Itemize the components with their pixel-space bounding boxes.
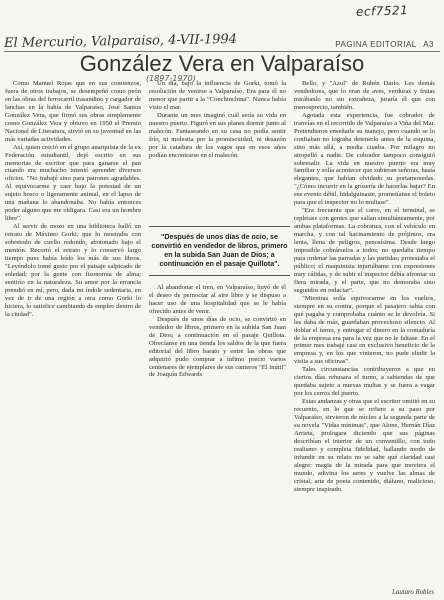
paragraph: Durante un mes imaginó cuál sería su vida en nuestro puerto. Figuró en sus planes dormir junto al malecón. Fantaseando en su casa no podía sentir frío, ni molestia por la promiscuidad, ni desazón por la catadura de los vagos que en esos años podían encontrarse en el malecón. [149,111,286,159]
page-number: A3 [423,40,434,49]
paragraph: Agotada esta experiencia, fue cobrador de tranvías en el recorrido de Valparaíso a Viña del Mar. Pretendieron enseñarle su manejo, pero cuando se lo confiaban no lograba detenerlo antes de la esquina, sino más allá, a media cuadra. Por milagro no atropelló a nadie. De cobrador tampoco consiguió sobresalir. La vida en nuestro puerto era muy familiar y solía acontecer que subieran señoras, hasta elegantes, que habían olvidado su portamonedas. "¿Cómo incurrir en la grosería de hacerlas bajar? En ese evento débil, hidalguinaste, prometíanse el boleto para que el inspector no lo multase". [294,111,435,207]
article-column-2 [149,80,286,160]
paragraph: Estas andanzas y otras que el escritor omitió en su recuento, en lo que se refiere a su paso por Valparaíso, sirvieron de núcleo a la segunda parte de su novela "Vidas mínimas", que Alone, Hernán Díaz Arrieta, prologara diciendo que sus páginas describían el interior de un conventillo, con todo realismo y completa fidelidad, hallando modo de infundir en su relato no se sabe qué claridad casi alegre: magia de la mirada para que moviera el mundo, adivina los seres y vuelve las almas de cristal, arte de poeta contenido, diáfano, malicioso, siempre inspirado. [294,398,435,493]
paragraph: Tales circunstancias contribuyeron a que en ciertos días rehusara el turno, a sabiendas de que quedaba sujeto a nuevas multas y se fuera a vagar por los cerros del puerto. [294,366,435,398]
paragraph: Bello, y "Azul" de Rubén Darío. Les demás vendedores, que lo eran de aves, verduras y frutas mirábanlo no sin extrañeza, juraría él que con menosprecio, también. [294,80,435,111]
paragraph: Después de unos días de ocio, se convirtió en vendedor de libros, primero en la subida San Juan de Dios; a continuación en el pasaje Quillota. Ofrecíanse en una tienda los saldos de la que fuera editorial del libro barato y entre las obras que adquirió pudo comprar a ínfimo precio varios centenares de ejemplares de sus canteros "El inútil" de Joaquín Edwards [149,315,286,379]
article-column-2-continued [149,284,286,379]
handwritten-catalog-number: ecf7521 [355,3,409,19]
paragraph: "Era frecuente que el carro, en el terminal, se repletase con gentes que salían simultáneamente, por ambas plataformas. La cobranza, con el vehículo en marcha, y con tal hacinamiento de prójimos, era lenta, llena de peligros, penosísima. Desde luego imposible cobrárselos a todos; no quedaba tiempo para ordenar las parradas y las partidas; protestaba el público; el maquinista injuriábame con expresiones muy cálidas, y de subir el inspector débía afrontar su fiera mirada, y el parte, que no demoraba sino segundos en redactar". [294,207,435,294]
page-header [335,40,434,49]
paragraph: Como Manuel Rojas que en sus comienzos, fuera de otros trabajos, se desempeñó como peón en las obras del ferrocarril trasandino y cargador de lanchas en la bahía de Valparaíso, José Santos González Vera, que firmó sus obras simplemente como González Vera y obtuvo en 1950 el Premio Nacional de Literatura, sirvió en su juventud en las más variadas actividades. [5,80,141,143]
paragraph: Así, quien creció en el grupo anarquista de la ex Federación estudiantil, dejó escrito en sus memorias de escritor que para ganarse el pan cuando era muchacho intentó aprender diversos oficios. "No trabajé sino para patrones agradables. Al equivocarme y caer bajo la potestad de un sujeto hosco o ligeramente animal, en el lapso de una mañana lo abandonaba. No había entonces poder alguno que me obligara. Casi era un hombre libre". [5,143,141,223]
article-title: González Vera en Valparaíso [79,51,365,76]
handwritten-source-line: El Mercurio, Valparaiso, 4-VII-1994 [3,31,238,52]
article-column-3 [294,80,435,494]
paragraph: Al abandonar el tren, en Valparaíso, huyó de él el deseo de pernoctar al aire libre y se dispuso a hacer uso de una hospitalidad que se le había ofrecido antes de venir. [149,284,286,315]
paragraph: Al servir de mozo en una biblioteca halló un retrato de Máximo Gorki, que lo mostraba con sobretodo de cuello redondo, abotonado bajo el mentón. Recortó el retrato y lo conservó largo tiempo pues había leído los más de sus libros. "Leyéndolo tomé gusto por el paisaje salpicado de soledad; por la gente con fisonomía de alma; sentirío en la naturaleza. Su amor por la errancia prendió en mí, pero, dada mi índole sedentaria, en vez de ir de una región a otra como Gorki lo hiciera, lo satisfice cambiando de empleo dentro de la ciudad". [5,223,141,318]
pull-quote: "Después de unos días de ocio, se convirtió en vendedor de libros, primero en la subida San Juan de Dios; a continuación en el pasaje Quillota". [149,226,290,276]
paragraph: "Mientras solía equivocarme en los vueltos, siempre en su contra, porque el pasajero sabía con qué pagaba y comprobaba cuánto se le devolvía. Si les daba de más, guardaban provechoso silencio. Al doblar el turno, y entregar el dinero en la contaduría de la empresa era para la vez que no le faltase. En el primer mes trabajé casi en exclusivo beneficio de la empresa y, en los que vinieron, no pude eludir la visita a sus oficinas". [294,294,435,366]
section-label: PAGINA EDITORIAL [335,40,417,49]
paragraph: Un día, bajo la influencia de Gorki, tomó la resolución de venirse a Valparaíso. Era para él no menor que partir a la "Conchinchina". Nunca había visto el mar. [149,80,286,111]
handwritten-year-note: (1897-1970) [146,74,196,83]
article-column-1 [5,80,141,319]
author-byline: Lautaro Robles [392,589,434,596]
